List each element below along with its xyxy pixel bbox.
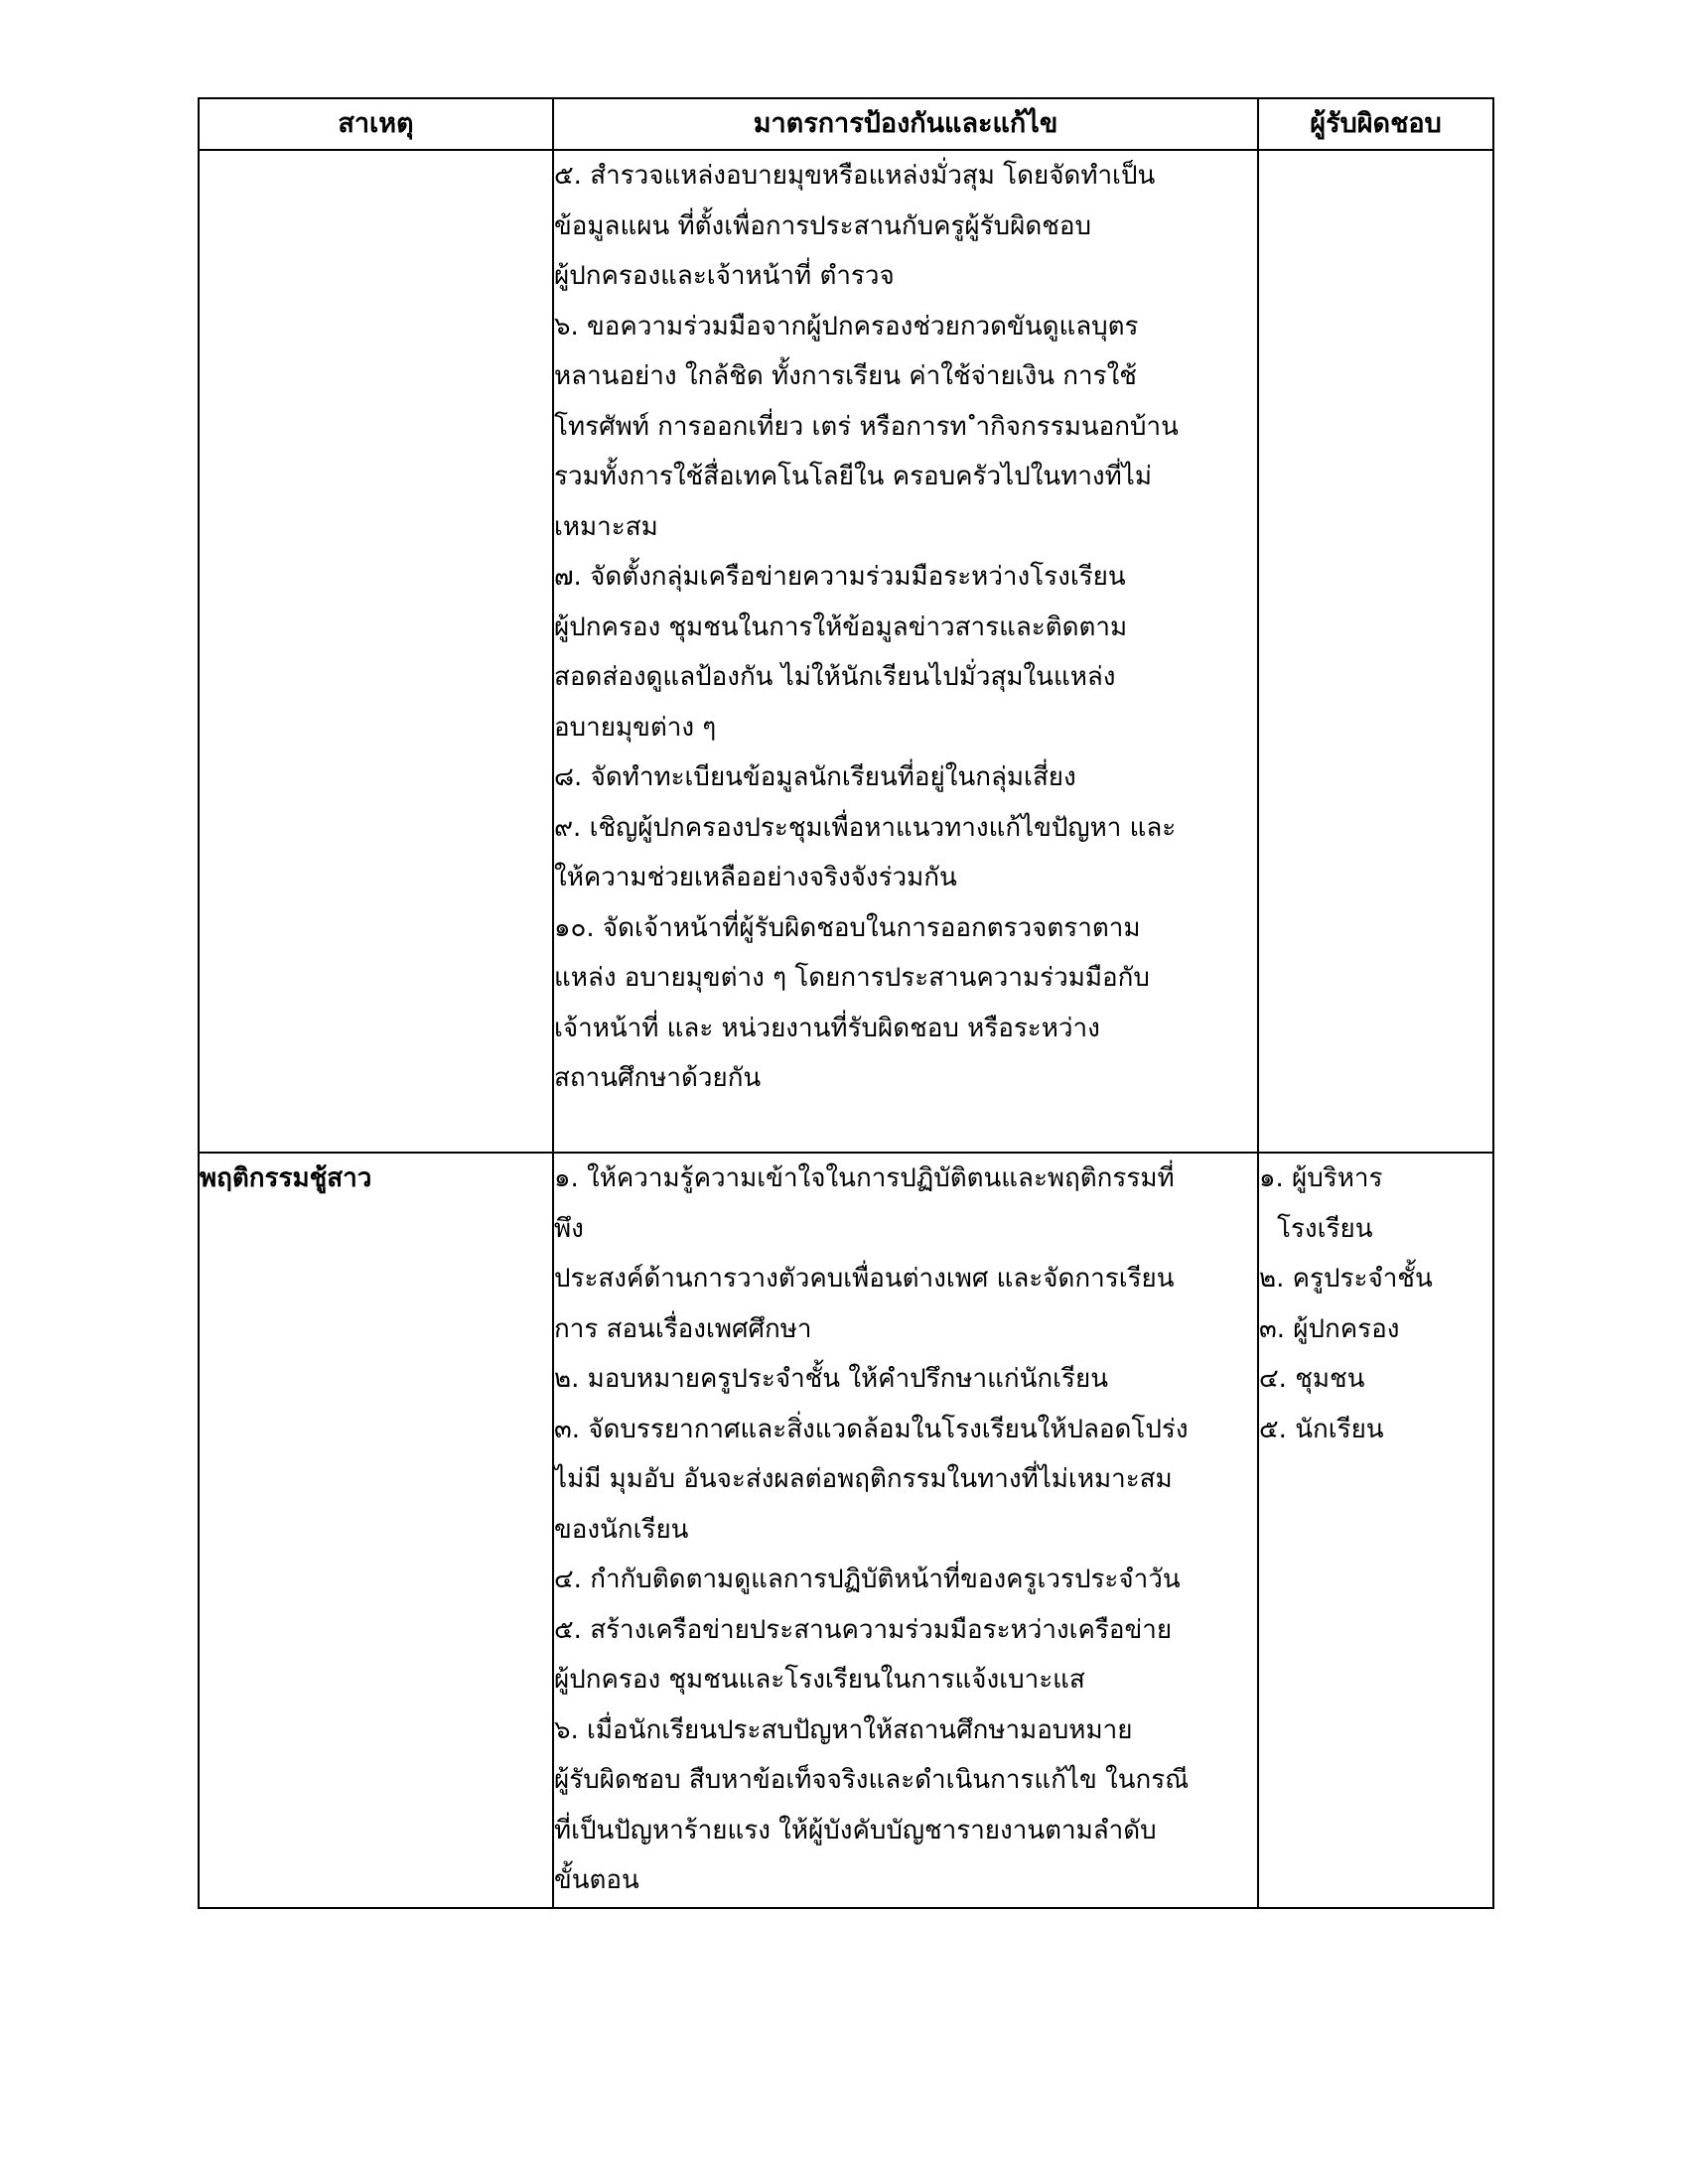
measure-line: ผู้ปกครองและเจ้าหน้าที่ ตำรวจ (554, 261, 895, 291)
table-row (199, 150, 1493, 1153)
measure-line: ๑๐. จัดเจ้าหน้าที่ผู้รับผิดชอบในการออกตรวจตราตาม (554, 912, 1141, 943)
responsible-line: ๑. ผู้บริหาร (1259, 1163, 1383, 1193)
measure-line: ประสงค์ด้านการวางตัวคบเพื่อนต่างเพศ และจัดการเรียน (554, 1264, 1175, 1294)
measure-line: ผู้ปกครอง ชุมชนและโรงเรียนในการแจ้งเบาะแส (554, 1665, 1085, 1695)
measure-line: ผู้ปกครอง ชุมชนในการให้ข้อมูลข่าวสารและติดตาม (554, 612, 1128, 642)
measure-line: ๗. จัดตั้งกลุ่มเครือข่ายความร่วมมือระหว่างโรงเรียน (554, 562, 1126, 592)
measure-line: การ สอนเรื่องเพศศึกษา (554, 1313, 812, 1344)
responsible-line: โรงเรียน (1277, 1213, 1373, 1244)
measure-line: ที่เป็นปัญหาร้ายแรง ให้ผู้บังคับบัญชารายงานตามลำดับ (554, 1815, 1157, 1845)
measure-line: ให้ความช่วยเหลืออย่างจริงจังร่วมกัน (554, 863, 957, 892)
measures-table (198, 97, 1494, 1909)
cause-cell (199, 150, 553, 1153)
measure-line: ผู้รับผิดชอบ สืบหาข้อเท็จจริงและดำเนินการแก้ไข ในกรณี (554, 1765, 1190, 1795)
responsible-line: ๕. นักเรียน (1259, 1414, 1384, 1444)
measure-line: ๙. เชิญผู้ปกครองประชุมเพื่อหาแนวทางแก้ไขปัญหา และ (554, 812, 1177, 843)
measure-line: ๓. จัดบรรยากาศและสิ่งแวดล้อมในโรงเรียนให้ปลอดโปร่ง (554, 1414, 1189, 1444)
measure-line: พึง (554, 1213, 584, 1244)
measures-cell (553, 150, 1258, 1153)
measure-line: แหล่ง อบายมุขต่าง ๆ โดยการประสานความร่วมมือกับ (554, 963, 1150, 993)
header-measures: มาตรการป้องกันและแก้ไข (553, 98, 1258, 150)
measure-line: ๘. จัดทำทะเบียนข้อมูลนักเรียนที่อยู่ในกลุ่มเสี่ยง (554, 762, 1076, 792)
responsible-cell (1258, 1153, 1493, 1908)
measure-line: ๑. ให้ความรู้ความเข้าใจในการปฏิบัติตนและพฤติกรรมที่ (554, 1163, 1175, 1193)
table-header-row (199, 98, 1493, 150)
header-cause: สาเหตุ (199, 98, 553, 150)
measure-line: โทรศัพท์ การออกเที่ยว เตร่ หรือการท ำกิจกรรมนอกบ้าน (554, 411, 1179, 442)
measure-line: ข้อมูลแผน ที่ตั้งเพื่อการประสานกับครูผู้รับผิดชอบ (554, 210, 1092, 241)
measure-line: ๕. สำรวจแหล่งอบายมุขหรือแหล่งมั่วสุม โดยจัดทำเป็น (554, 161, 1156, 191)
header-responsible: ผู้รับผิดชอบ (1258, 98, 1493, 150)
measure-line: หลานอย่าง ใกล้ชิด ทั้งการเรียน ค่าใช้จ่ายเงิน การใช้ (554, 361, 1137, 391)
measure-line: ๕. สร้างเครือข่ายประสานความร่วมมือระหว่างเครือข่าย (554, 1614, 1173, 1645)
measure-line: สถานศึกษาด้วยกัน (554, 1063, 762, 1093)
responsible-line: ๒. ครูประจำชั้น (1259, 1264, 1433, 1294)
cause-label: พฤติกรรมชู้สาว (200, 1163, 372, 1193)
responsible-line: ๔. ชุมชน (1259, 1364, 1365, 1394)
measure-line: ๒. มอบหมายครูประจำชั้น ให้คำปรึกษาแก่นักเรียน (554, 1364, 1108, 1394)
responsible-cell (1258, 150, 1493, 1153)
measure-line: เจ้าหน้าที่ และ หน่วยงานที่รับผิดชอบ หรือระหว่าง (554, 1013, 1100, 1043)
measure-line: ๖. เมื่อนักเรียนประสบปัญหาให้สถานศึกษามอบหมาย (554, 1714, 1133, 1745)
measure-line: อบายมุขต่าง ๆ (554, 712, 717, 743)
measure-line: ๔. กำกับติดตามดูแลการปฏิบัติหน้าที่ของครูเวรประจำวัน (554, 1565, 1181, 1594)
table-row (199, 1153, 1493, 1908)
cause-cell (199, 1153, 553, 1908)
measures-cell (553, 1153, 1258, 1908)
measure-line: ของนักเรียน (554, 1514, 689, 1545)
measure-line: ขั้นตอน (554, 1865, 639, 1895)
measure-line: ไม่มี มุมอับ อันจะส่งผลต่อพฤติกรรมในทางที่ไม่เหมาะสม (554, 1464, 1173, 1494)
measure-line: ๖. ขอความร่วมมือจากผู้ปกครองช่วยกวดขันดูแลบุตร (554, 311, 1139, 341)
measure-line: เหมาะสม (554, 511, 658, 542)
measure-line: รวมทั้งการใช้สื่อเทคโนโลยีใน ครอบครัวไปในทางที่ไม่ (554, 462, 1152, 491)
measure-line: สอดส่องดูแลป้องกัน ไม่ให้นักเรียนไปมั่วสุมในแหล่ง (554, 662, 1116, 692)
responsible-line: ๓. ผู้ปกครอง (1259, 1313, 1400, 1344)
